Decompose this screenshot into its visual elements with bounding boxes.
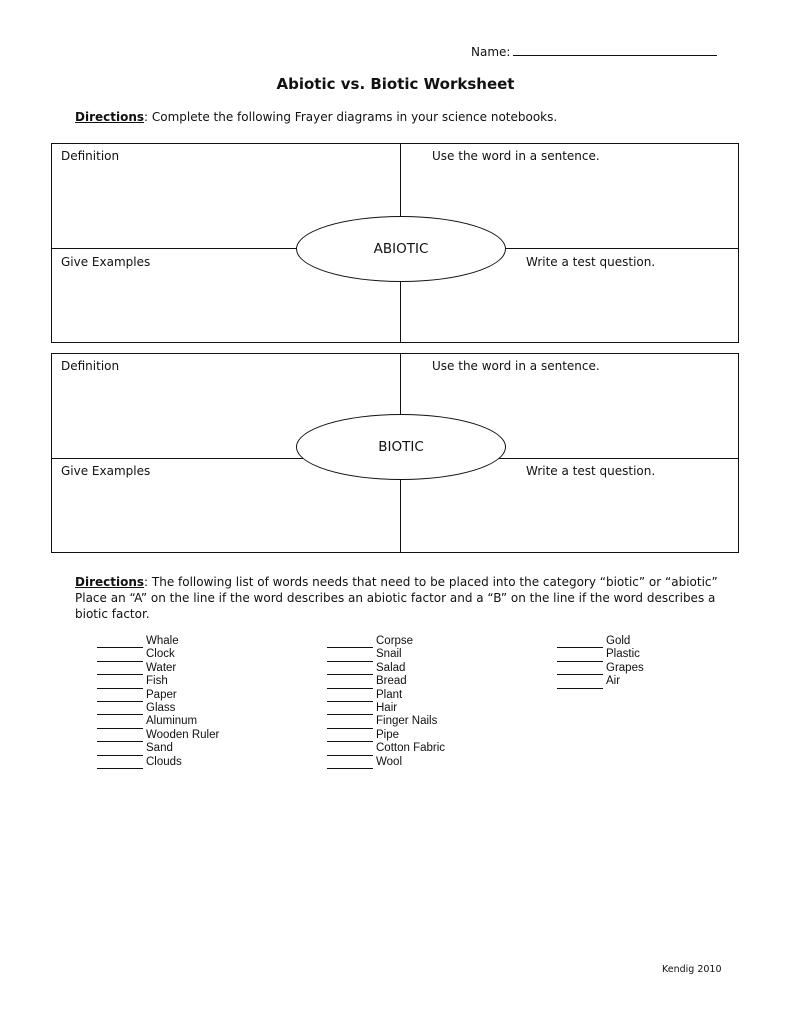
- word-label: Finger Nails: [376, 715, 438, 728]
- word-label: Grapes: [606, 661, 644, 674]
- directions-label: Directions: [75, 575, 145, 589]
- word-label: Bread: [376, 675, 407, 688]
- answer-blank[interactable]: [327, 758, 373, 769]
- list-item: [97, 689, 219, 702]
- answer-blank[interactable]: [327, 745, 373, 756]
- list-item: [327, 689, 445, 702]
- name-field-row: [471, 44, 717, 59]
- list-item: [557, 648, 644, 661]
- word-label: Corpse: [376, 635, 414, 647]
- list-item: [97, 715, 219, 728]
- list-item: [557, 662, 644, 675]
- answer-blank[interactable]: [327, 704, 373, 715]
- word-list-column-3: [557, 635, 644, 689]
- quadrant-examples: Give Examples: [61, 464, 151, 478]
- list-item: [97, 742, 219, 755]
- word-label: Plastic: [606, 648, 640, 661]
- list-item: [97, 635, 219, 648]
- frayer-diagram-biotic: [51, 353, 739, 553]
- word-label: Snail: [376, 648, 402, 661]
- answer-blank[interactable]: [557, 664, 603, 675]
- answer-blank[interactable]: [97, 718, 143, 729]
- answer-blank[interactable]: [97, 704, 143, 715]
- footer-credit: Kendig 2010: [662, 964, 722, 975]
- quadrant-sentence: Use the word in a sentence.: [432, 359, 600, 373]
- answer-blank[interactable]: [97, 758, 143, 769]
- answer-blank[interactable]: [97, 664, 143, 675]
- answer-blank[interactable]: [97, 691, 143, 702]
- quadrant-definition: Definition: [61, 359, 120, 373]
- word-label: Gold: [606, 635, 631, 647]
- directions-sorting: [75, 574, 725, 622]
- answer-blank[interactable]: [327, 718, 373, 729]
- answer-blank[interactable]: [97, 637, 143, 648]
- word-list-column-1: [97, 635, 219, 769]
- directions-text: : Complete the following Frayer diagrams in your science notebooks.: [144, 110, 558, 124]
- word-label: Glass: [146, 702, 176, 715]
- answer-blank[interactable]: [557, 678, 603, 689]
- list-item: [327, 675, 445, 688]
- name-label: Name:: [471, 45, 511, 59]
- list-item: [97, 675, 219, 688]
- word-label: Plant: [376, 688, 403, 701]
- answer-blank[interactable]: [97, 745, 143, 756]
- quadrant-sentence: Use the word in a sentence.: [432, 149, 600, 163]
- word-list-column-2: [327, 635, 445, 769]
- answer-blank[interactable]: [557, 651, 603, 662]
- word-label: Pipe: [376, 728, 400, 741]
- word-label: Paper: [146, 688, 177, 701]
- answer-blank[interactable]: [97, 731, 143, 742]
- word-label: Wool: [376, 755, 402, 768]
- word-label: Aluminum: [146, 715, 198, 728]
- list-item: [97, 756, 219, 769]
- answer-blank[interactable]: [327, 637, 373, 648]
- list-item: [97, 702, 219, 715]
- quadrant-test-question: Write a test question.: [526, 255, 656, 269]
- frayer-center-word: ABIOTIC: [296, 216, 506, 282]
- frayer-diagram-abiotic: [51, 143, 739, 343]
- list-item: [327, 742, 445, 755]
- frayer-center-word: BIOTIC: [296, 414, 506, 480]
- word-label: Air: [606, 675, 621, 688]
- directions-label: Directions: [75, 110, 145, 124]
- answer-blank[interactable]: [327, 691, 373, 702]
- list-item: [97, 648, 219, 661]
- answer-blank[interactable]: [557, 637, 603, 648]
- list-item: [97, 662, 219, 675]
- list-item: [97, 729, 219, 742]
- word-label: Cotton Fabric: [376, 742, 446, 755]
- list-item: [327, 662, 445, 675]
- word-label: Hair: [376, 702, 398, 715]
- list-item: [557, 675, 644, 688]
- quadrant-test-question: Write a test question.: [526, 464, 656, 478]
- quadrant-examples: Give Examples: [61, 255, 151, 269]
- word-label: Whale: [146, 635, 179, 647]
- word-label: Fish: [146, 675, 168, 688]
- list-item: [557, 635, 644, 648]
- quadrant-definition: Definition: [61, 149, 120, 163]
- list-item: [327, 635, 445, 648]
- directions-frayer: [75, 109, 725, 125]
- answer-blank[interactable]: [327, 651, 373, 662]
- word-label: Salad: [376, 661, 406, 674]
- answer-blank[interactable]: [327, 678, 373, 689]
- answer-blank[interactable]: [327, 731, 373, 742]
- list-item: [327, 702, 445, 715]
- word-label: Clouds: [146, 755, 182, 768]
- directions-text: : The following list of words needs that need to be placed into the category “biotic” or “abiotic” Place an “A” on the line if the word describes an abiotic factor and a “B” on the line if the word describes a biotic factor.: [75, 575, 718, 621]
- answer-blank[interactable]: [97, 651, 143, 662]
- worksheet-title: Abiotic vs. Biotic Worksheet: [276, 75, 515, 93]
- answer-blank[interactable]: [327, 664, 373, 675]
- word-label: Wooden Ruler: [146, 728, 220, 741]
- list-item: [327, 729, 445, 742]
- name-blank-line[interactable]: [513, 44, 717, 56]
- word-label: Water: [146, 661, 177, 674]
- word-label: Clock: [146, 648, 175, 661]
- answer-blank[interactable]: [97, 678, 143, 689]
- list-item: [327, 756, 445, 769]
- list-item: [327, 648, 445, 661]
- word-label: Sand: [146, 742, 173, 755]
- list-item: [327, 715, 445, 728]
